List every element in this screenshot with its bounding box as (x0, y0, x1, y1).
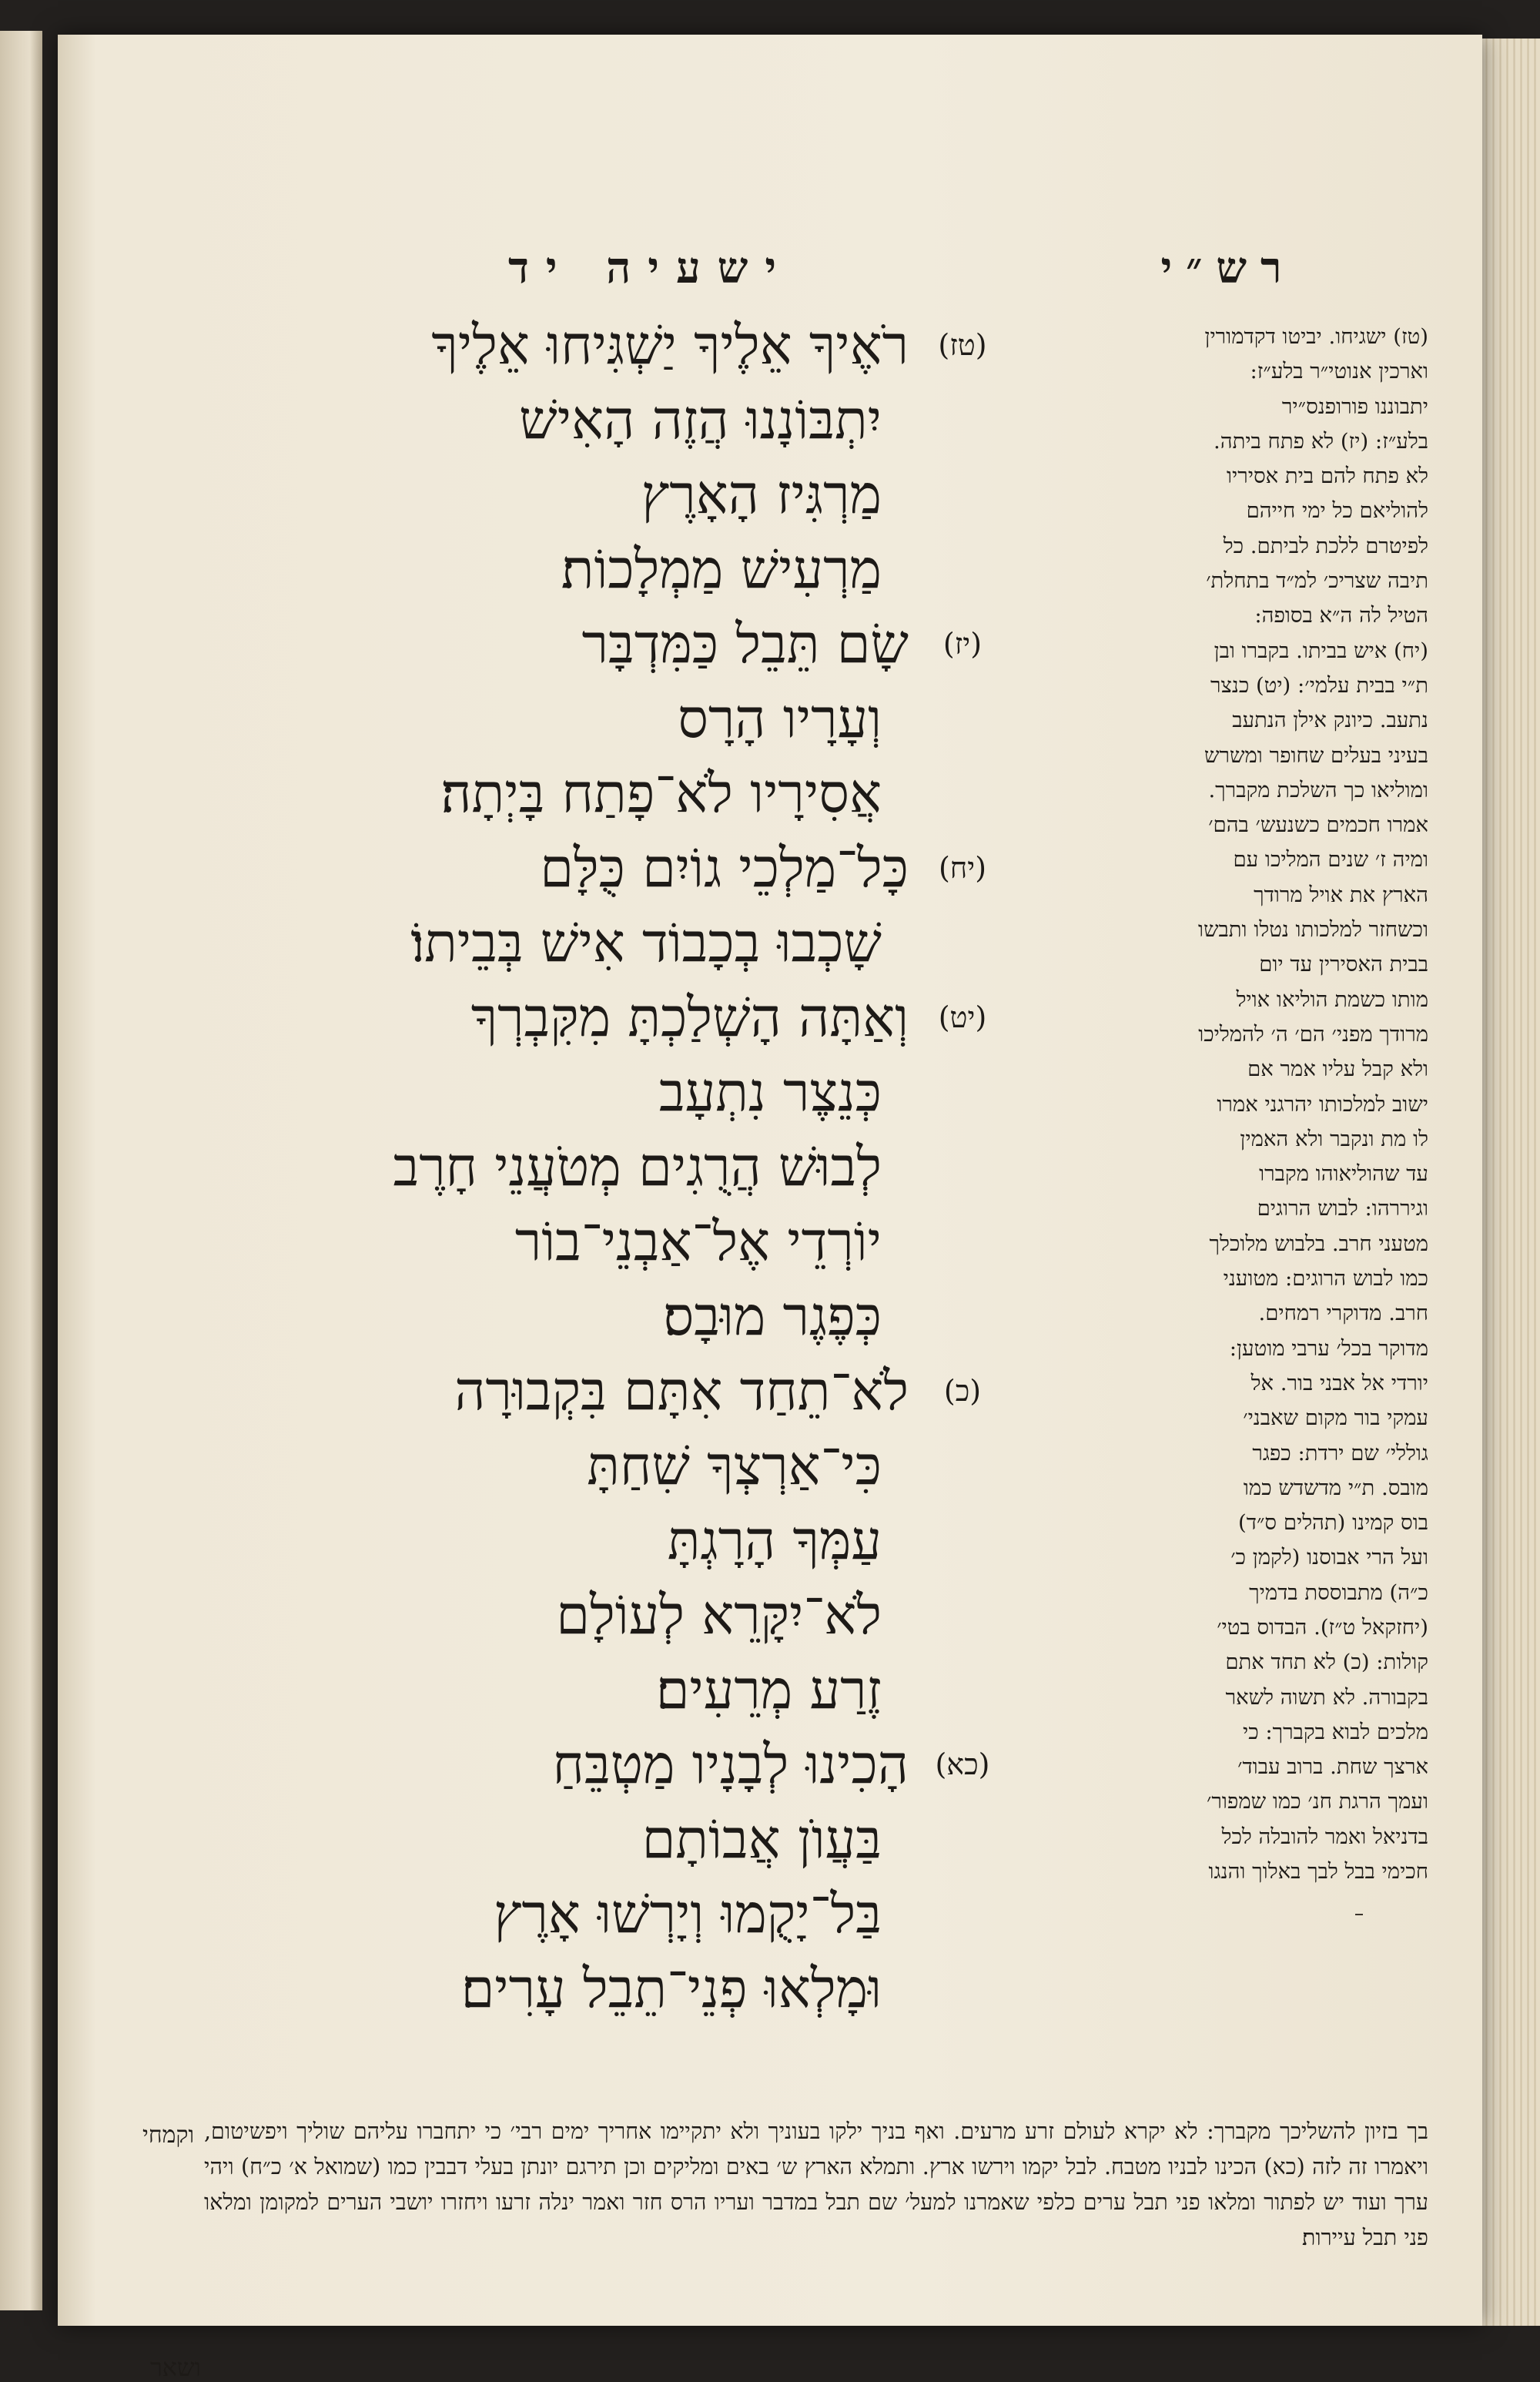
commentary-line: בבית האסירין עד יום (1259, 952, 1428, 977)
commentary-line: בוס קמינו (תהלים ס״ד) (1238, 1510, 1428, 1536)
verse-text: לְבוּשׁ הֲרֻגִים מְטֹעֲנֵי חָרֶב (393, 1135, 882, 1198)
verse-text: מַרְעִישׁ מַמְלָכוֹת׃ (561, 538, 882, 601)
verse-text: כְּנֵצֶר נִתְעָב (658, 1060, 882, 1124)
commentary-line: קולות: (כ) לא תחד אתם (1225, 1650, 1428, 1675)
commentary-line: חרב. מדוקרי רמחים. (1258, 1301, 1428, 1326)
commentary-line: אמרו חכמים כשנעש׳ בהם׳ (1208, 812, 1428, 838)
verse-line (119, 1279, 997, 1354)
commentary-line: להוליאם כל ימי חייהם (1246, 498, 1428, 524)
commentary-line: גוללי׳ שם ירדת: כפגר (1252, 1440, 1428, 1466)
commentary-line: לו מת ונקבר ולא האמין (1240, 1126, 1428, 1151)
commentary-line: בעיני בעלים שחופר ומשרש (1204, 742, 1428, 768)
running-head-commentary: רש״י (1160, 243, 1296, 293)
commentary-line: הארץ את אויל מרודך (1254, 882, 1428, 907)
verse-text: כְּפֶגֶר מוּבָס׃ (663, 1285, 882, 1348)
verse-line (119, 1429, 997, 1503)
commentary-line: ומיה ז׳ שנים המליכו עם (1233, 847, 1428, 873)
verse-line (119, 1578, 997, 1653)
verse-line (119, 457, 997, 532)
commentary-line: מובס. ת״י מדשדש כמו (1243, 1475, 1428, 1500)
verse-line (119, 1951, 997, 2026)
left-page-edge (0, 31, 42, 2310)
verse-text: וּמָלְאוּ פְנֵי־תֵבֵל עָרִים׃ (460, 1957, 882, 2020)
commentary-line: ישוב למלכותו יהרגני אמרו (1217, 1091, 1428, 1117)
verse-text: כָּל־מַלְכֵי גוֹיִם כֻּלָּם (540, 836, 909, 900)
commentary-line: ארצך שחת. ברוב עבוד׳ (1237, 1754, 1428, 1780)
verse-number: (טז) (938, 328, 987, 362)
commentary-line: כמו לבוש הרוגים: מטועני (1223, 1266, 1428, 1292)
commentary-line: לפיטרם ללכת לביתם. כל (1223, 533, 1428, 558)
commentary-line: יורדי אל אבני בור. אל (1250, 1370, 1428, 1395)
verse-line (119, 682, 997, 756)
verse-text: לֹא־יִקָּרֵא לְעוֹלָם (556, 1583, 882, 1647)
verse-line (119, 308, 997, 383)
book-page (58, 35, 1482, 2382)
verse-text: יוֹרְדֵי אֶל־אַבְנֵי־בוֹר (514, 1210, 882, 1273)
commentary-line: (טז) ישגיחו. יביטו דקדמורין (1204, 324, 1428, 349)
verse-line (119, 1354, 997, 1429)
commentary-line: ועמך הרגת חנ׳ כמו שמפור׳ (1207, 1789, 1428, 1814)
verse-text: בַּל־יָקֻמוּ וְיָרְשׁוּ אָרֶץ (494, 1882, 882, 1945)
running-head-text: ישעיה יד (507, 243, 794, 293)
verse-text: אֲסִירָיו לֹא־פָתַח בָּיְתָה׃ (440, 762, 882, 825)
verse-text: שָׂם תֵּבֵל כַּמִּדְבָּר (581, 612, 909, 675)
catchword-bottom: ושאר (150, 2353, 201, 2382)
margin-mark (1355, 1914, 1363, 1915)
commentary-line: בקבורה. לא תשוה לשאר (1225, 1684, 1428, 1710)
commentary-line: וארכין אנוטי״ר בלע״ז: (1250, 359, 1428, 384)
verse-number: (יז) (942, 627, 983, 661)
commentary-line: בדניאל ואמר להובלה לכל (1221, 1824, 1428, 1849)
commentary-line: לא פתח להם בית אסיריו (1227, 464, 1428, 489)
verse-text: זֶרַע מְרֵעִים׃ (655, 1658, 882, 1721)
scripture-column (119, 308, 997, 2110)
commentary-line: נתעב. כיונק אילן הנתעב (1232, 708, 1428, 733)
rashi-commentary-column (1028, 320, 1428, 2114)
commentary-line: מדוקר בכל׳ ערבי מוטען: (1229, 1335, 1428, 1361)
verse-text: וְאַתָּה הָשְׁלַכְתָּ מִקִּבְרְךָ (470, 986, 909, 1049)
commentary-line: מלכים לבוא בקברך: כי (1242, 1719, 1428, 1744)
verse-number: (יח) (938, 851, 987, 885)
verse-text: עַמְּךָ הָרָגְתָּ (667, 1509, 882, 1572)
verse-number: (יט) (938, 1000, 987, 1034)
verse-text: לֹא־תֵחַד אִתָּם בִּקְבוּרָה (454, 1359, 909, 1422)
verse-line (119, 980, 997, 1055)
verse-line (119, 1653, 997, 1727)
commentary-line: חכימי בבל לבך באלוך והנגו (1208, 1859, 1428, 1884)
commentary-line: וכשחזר למלכותו נטלו ותבשו (1198, 917, 1428, 943)
commentary-line: תיבה שצריכ׳ למ״ד בתחלת׳ (1206, 568, 1428, 594)
verse-text: רֹאֶיךָ אֵלֶיךָ יַשְׁגִּיחוּ אֵלֶיךָ (431, 313, 909, 377)
commentary-line: בלע״ז: (יז) לא פתח ביתה. (1214, 428, 1428, 454)
verse-line (119, 1130, 997, 1204)
verse-number: (כ) (943, 1374, 982, 1408)
commentary-line: ולא קבל עליו אמר אם (1247, 1057, 1428, 1082)
verse-text: הָכִינוּ לְבָנָיו מַטְבֵּחַ (552, 1733, 909, 1796)
verse-text: בַּעֲוֺן אֲבוֹתָם (641, 1807, 882, 1871)
catchword-top: וקמחי (142, 2122, 195, 2149)
verse-line (119, 383, 997, 457)
commentary-line: ת״י בבית עלמי׳: (יט) כנצר (1210, 672, 1428, 698)
verse-line (119, 1055, 997, 1130)
commentary-line: מרודך מפני׳ הם׳ ה׳ להמליכו (1198, 1021, 1428, 1047)
verse-line (119, 1727, 997, 1802)
verse-line (119, 831, 997, 906)
commentary-line: מטעני חרב. בלבוש מלוכלך (1209, 1231, 1428, 1256)
verse-line (119, 1204, 997, 1279)
verse-line (119, 532, 997, 607)
commentary-line: (יח) איש בביתו. בקברו ובן (1214, 638, 1428, 663)
verse-text: וְעָרָיו הָרָס (678, 687, 882, 750)
commentary-line: כ״ה) מתבוססת בדמיך (1249, 1580, 1428, 1605)
verse-text: כִּי־אַרְצְךָ שִׁחַתָּ (587, 1434, 882, 1497)
commentary-line: (יחזקאל ט״ז). הבדוס בטי׳ (1217, 1614, 1428, 1640)
verse-line (119, 756, 997, 831)
verse-text: שָׁכְבוּ בְכָבוֹד אִישׁ בְּבֵיתוֹ׃ (410, 911, 882, 974)
commentary-line: וגיררהו: לבוש הרוגים (1257, 1196, 1428, 1221)
verse-line (119, 1877, 997, 1951)
commentary-line: הטיל לה ה״א בסופה: (1254, 603, 1428, 628)
commentary-line: ועל הרי אבוסנו (לקמן כ׳ (1230, 1545, 1428, 1570)
verse-text: יִתְבּוֹנָנוּ הֲזֶה הָאִישׁ (519, 388, 882, 451)
page-content (119, 212, 1428, 2382)
commentary-line: עמקי בור מקום שאבני׳ (1243, 1405, 1428, 1431)
commentary-line: יתבוננו פורופנס״יר (1281, 394, 1428, 419)
verse-line (119, 1802, 997, 1877)
commentary-line: ומוליאו כך השלכת מקברך. (1208, 777, 1428, 802)
verse-text: מַרְגִּיז הָאָרֶץ (641, 463, 882, 526)
commentary-line: עד שהוליאוהו מקברו (1259, 1161, 1428, 1187)
verse-line (119, 906, 997, 980)
verse-line (119, 1503, 997, 1578)
commentary-continuation: בך בזיון להשליכך מקברך: לא יקרא לעולם זרע מרעים. ואף בניך ילקו בעוניך ולא יתקיימו אחריך ימים רבי׳ כי יתחברו עליהם שוליך ויפשיטום, ויאמרו זה לזה (כא) הכינו לבניו מטבח. לבל יקמו וירשו ארץ. ותמלא הארץ ש׳ באים ומליקים וכן תירגם יונתן בעלי דבבין כמו (שמואל א׳ כ״ח) ויהי ערך ועוד יש לפתור ומלאו פני תבל ערים כלפי שאמרנו למעל׳ שם תבל במדבר ועריו הרס חזר ואמר ינלה זרעו ויחזרו יושבי הערים למקומן ומלאו פני תבל עיירות׃ (204, 2119, 1428, 2250)
verse-line (119, 607, 997, 682)
commentary-line: מותו כשמת הוליאו אויל (1236, 987, 1428, 1012)
verse-number: (כא) (935, 1747, 990, 1781)
